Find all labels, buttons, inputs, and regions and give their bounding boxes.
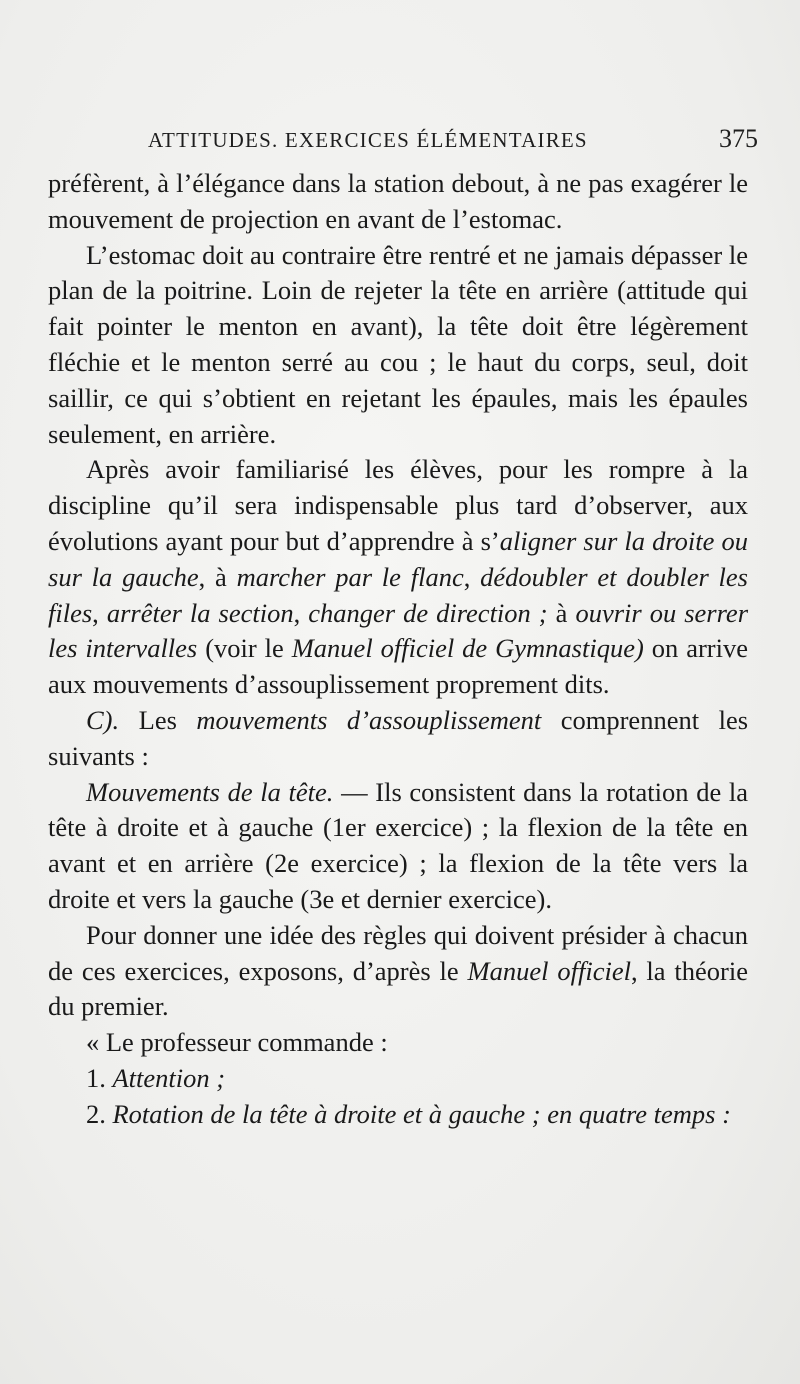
paragraph-5-text: — Ils consistent dans la rotation de la tête à droite et à gauche (1er exercice) ; la flexion de la tête en avant et en arrière (2e exercice) ; la flexion de la tête vers la droite et vers la gauche (3e et dernier exercice). — [48, 776, 748, 914]
paragraph-1: préfèrent, à l’élégance dans la station debout, à ne pas exagérer le mouvement de projection en avant de l’estomac. — [48, 168, 748, 234]
paragraph-4 — [48, 703, 748, 775]
paragraph-3-italic: arrêter la section — [106, 597, 294, 628]
paragraph-3-text: on arrive aux mouvements d’assouplissement proprement dits. — [48, 633, 748, 700]
paragraph-3-text: , à — [198, 561, 237, 592]
paragraph-3-text: , — [463, 561, 481, 592]
paragraph-3-italic: marcher par le flanc — [236, 561, 464, 592]
paragraph-4-italic: mouvements d’assouplissement — [196, 704, 542, 735]
paragraph-6-text: , la théorie du premier. — [48, 955, 748, 1022]
paragraph-3-text: à — [547, 597, 576, 628]
paragraph-6-italic: Manuel officiel — [467, 955, 631, 986]
running-header — [148, 124, 758, 158]
paragraph-3-text: , — [293, 597, 309, 628]
paragraph-3-text: (voir le — [197, 633, 292, 664]
paragraph-3-text: Après avoir familiarisé les élèves, pour les rompre à la discipline qu’il sera indispensable plus tard d’observer, aux évolutions ayant pour but d’apprendre à s’ — [48, 454, 748, 556]
paragraph-3-italic: aligner sur la droite ou sur la gauche — [48, 525, 748, 592]
paragraph-7: « Le professeur commande : — [86, 1027, 388, 1058]
paragraph-3-text: , — [92, 597, 107, 628]
paragraph-3-italic: dédoubler et doubler les files — [48, 561, 748, 628]
list-number: 2. — [86, 1098, 106, 1129]
list-number: 1. — [86, 1062, 106, 1093]
paragraph-3-italic: Manuel officiel de Gymnastique) — [291, 633, 644, 664]
paragraph-5-italic: Mouvements de la tête. — [86, 776, 334, 807]
paragraph-3-italic: changer de direction ; — [308, 597, 548, 628]
paragraph-6 — [48, 918, 748, 1025]
running-title: ATTITUDES. EXERCICES ÉLÉMENTAIRES — [148, 128, 588, 152]
paragraph-6-text: Pour donner une idée des règles qui doivent présider à chacun de ces exercices, exposons, d’après le — [48, 919, 748, 986]
paragraph-5 — [48, 775, 748, 918]
list-item — [48, 1061, 748, 1097]
paragraph-3 — [48, 452, 748, 703]
body-text — [48, 166, 748, 1133]
page-number: 375 — [719, 124, 758, 153]
paragraph-4-text: comprennent les suivants : — [48, 704, 749, 771]
section-letter: C). — [86, 704, 139, 735]
paragraph-4-text: Les — [138, 704, 197, 735]
paragraph-3-italic: ouvrir ou serrer les intervalles — [48, 597, 749, 664]
paragraph-2: L’estomac doit au contraire être rentré et ne jamais dépasser le plan de la poitrine. Loin de rejeter la tête en arrière (attitude qui fait pointer le menton en avant), la tête doit être légèrement fléchie et le menton serré au cou ; le haut du corps, seul, doit saillir, ce qui s’obtient en rejetant les épaules, mais les épaules seulement, en arrière. — [48, 239, 748, 449]
list-text: Rotation de la tête à droite et à gauche ; en quatre temps : — [112, 1098, 731, 1129]
list-text: Attention ; — [112, 1062, 226, 1093]
list-item — [48, 1097, 748, 1133]
